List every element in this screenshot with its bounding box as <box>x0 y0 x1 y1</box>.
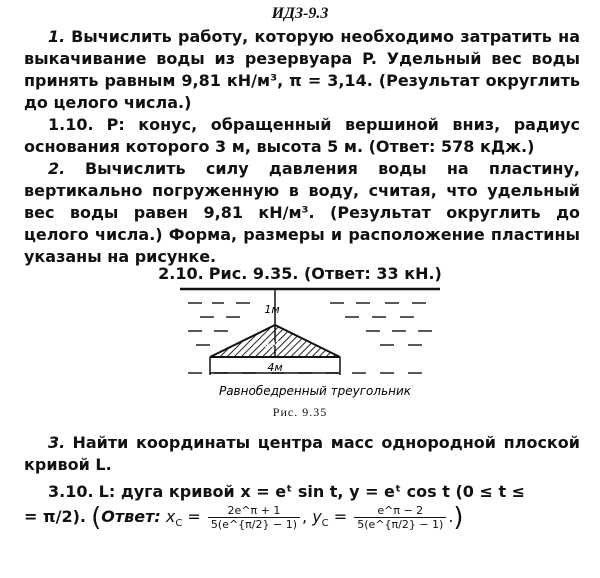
task-2-item-number: 2.10. <box>158 264 204 283</box>
task-1-item <box>24 114 580 158</box>
task-2-number: 2. <box>48 159 66 178</box>
task-3-text: Найти координаты центра масс однородной плоской кривой L. <box>24 433 580 474</box>
task-3-item-text: L: дуга кривой x = eᵗ sin t, y = eᵗ cos t (0 ≤ t ≤ <box>98 482 526 501</box>
task-3-item-number: 3.10. <box>48 482 94 501</box>
yc-numerator: e^π − 2 <box>354 504 446 518</box>
figure-9-35 <box>180 283 440 403</box>
task-1-text: Вычислить работу, которую необходимо затратить на выкачивание воды из резервуара P. Удельный вес воды принять равным 9,81 кН/м³, π = 3,14. (Результат округлить до целого числа.) <box>24 27 580 112</box>
depth-label: 1м <box>264 303 280 316</box>
task-1-number: 1. <box>48 27 66 46</box>
water-dashes <box>188 303 432 373</box>
task-2-item <box>0 263 600 285</box>
task-1-item-number: 1.10. <box>48 115 94 134</box>
height-label: 1м <box>264 337 280 350</box>
xc-fraction <box>208 504 300 531</box>
answer-label: Ответ: <box>101 507 161 526</box>
task-1-item-text: P: конус, обращенный вершиной вниз, радиус основания которого 3 м, высота 5 м. (Ответ: 578 кДж.) <box>24 115 580 156</box>
page-title: ИДЗ-9.3 <box>271 5 329 22</box>
task-2-text: Вычислить силу давления воды на пластину, вертикально погруженную в воду, считая, что удельный вес воды равен 9,81 кН/м³. (Результат округлить до целого числа.) Форма, размеры и расположение пластины указаны на рисунке. <box>24 159 580 266</box>
xc-denominator: 5(e^{π/2} − 1) <box>210 518 298 531</box>
yc-denominator: 5(e^{π/2} − 1) <box>357 518 444 531</box>
figure-caption: Рис. 9.35 <box>272 405 328 419</box>
xc-numerator: 2e^π + 1 <box>208 504 300 518</box>
task-3-item <box>24 481 580 503</box>
task-3-item-cont: = π/2). <box>24 507 86 526</box>
task-3 <box>24 432 580 476</box>
task-1 <box>24 26 580 114</box>
xc-label: x <box>165 507 176 526</box>
yc-label: y <box>312 507 322 526</box>
task-2-item-text: Рис. 9.35. (Ответ: 33 кН.) <box>208 264 442 283</box>
task-3-answer: = π/2). (Ответ: $x_C$ = $\frac{2e\^{}\pi + 1}{5(e\^{}\{\pi/2\} - 1)}$ , $y_C$ = $\frac{e\^{}\pi - 2}{5(e\^{}\{\pi/2\} - 1)}$ .) <box>24 502 464 533</box>
task-3-number: 3. <box>48 433 66 452</box>
task-2 <box>24 158 580 268</box>
shape-caption: Равнобедренный треугольник <box>218 384 412 398</box>
base-label: 4м <box>267 361 283 374</box>
yc-fraction <box>354 504 446 531</box>
